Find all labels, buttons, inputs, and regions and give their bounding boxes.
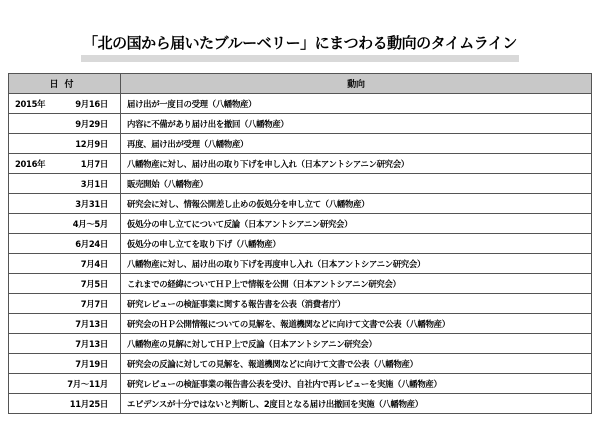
table-row [9, 394, 592, 414]
table-row [9, 354, 592, 374]
table-row [9, 154, 592, 174]
date-label: 3月31日 [75, 199, 108, 209]
date-label: 3月1日 [80, 179, 108, 189]
date-cell [9, 234, 121, 254]
table-row [9, 194, 592, 214]
date-cell [9, 254, 121, 274]
date-label: 7月〜11月 [67, 379, 108, 389]
table-row [9, 254, 592, 274]
date-cell [9, 174, 121, 194]
table-row [9, 114, 592, 134]
table-row [9, 234, 592, 254]
date-cell [9, 134, 121, 154]
date-cell [9, 194, 121, 214]
date-label: 4月〜5月 [72, 219, 108, 229]
event-cell: 研究レビューの検証事業の報告書公表を受け、自社内で再レビューを実施（八幡物産） [121, 374, 592, 394]
date-cell [9, 154, 121, 174]
date-label: 7月4日 [80, 259, 108, 269]
event-cell: 内容に不備があり届け出を撤回（八幡物産） [121, 114, 592, 134]
date-cell [9, 94, 121, 114]
timeline-table [8, 73, 592, 414]
date-cell [9, 394, 121, 414]
header-event: 動向 [121, 74, 592, 94]
event-cell: 研究会のＨＰ公開情報についての見解を、報道機関などに向けて文書で公表（八幡物産） [121, 314, 592, 334]
event-cell: 研究会の反論に対しての見解を、報道機関などに向けて文書で公表（八幡物産） [121, 354, 592, 374]
table-row [9, 214, 592, 234]
date-label: 7月19日 [75, 359, 108, 369]
event-cell: 仮処分の申し立てを取り下げ（八幡物産） [121, 234, 592, 254]
table-row [9, 314, 592, 334]
date-label: 7月5日 [80, 279, 108, 289]
event-cell: 販売開始（八幡物産） [121, 174, 592, 194]
date-label: 12月9日 [75, 139, 108, 149]
date-cell [9, 334, 121, 354]
event-cell: エビデンスが十分ではないと判断し、2度目となる届け出撤回を実施（八幡物産） [121, 394, 592, 414]
date-cell [9, 274, 121, 294]
table-row [9, 134, 592, 154]
date-label: 7月13日 [75, 319, 108, 329]
date-label: 7月13日 [75, 339, 108, 349]
date-label: 7月7日 [80, 299, 108, 309]
table-row [9, 94, 592, 114]
header-row [9, 74, 592, 94]
page-title [0, 34, 600, 62]
event-cell: これまでの経緯についてＨＰ上で情報を公開（日本アントシアニン研究会） [121, 274, 592, 294]
event-cell: 届け出が一度目の受理（八幡物産） [121, 94, 592, 114]
table-row [9, 294, 592, 314]
date-label: 6月24日 [75, 239, 108, 249]
year-label: 2016年 [15, 159, 46, 169]
event-cell: 研究会に対し、情報公開差し止めの仮処分を申し立て（八幡物産） [121, 194, 592, 214]
year-label: 2015年 [15, 99, 46, 109]
title-text: 「北の国から届いたブルーベリー」にまつわる動向のタイムライン [83, 34, 517, 52]
table-row [9, 274, 592, 294]
date-cell [9, 354, 121, 374]
event-cell: 研究レビューの検証事業に関する報告書を公表（消費者庁） [121, 294, 592, 314]
header-date: 日付 [9, 74, 121, 94]
table-row [9, 374, 592, 394]
date-cell [9, 214, 121, 234]
date-label: 1月7日 [80, 159, 108, 169]
table-row [9, 174, 592, 194]
date-cell [9, 294, 121, 314]
date-cell [9, 314, 121, 334]
table-row [9, 334, 592, 354]
date-label: 11月25日 [69, 399, 108, 409]
event-cell: 八幡物産に対し、届け出の取り下げを申し入れ（日本アントシアニン研究会） [121, 154, 592, 174]
date-cell [9, 114, 121, 134]
event-cell: 八幡物産の見解に対してＨＰ上で反論（日本アントシアニン研究会） [121, 334, 592, 354]
date-label: 9月29日 [75, 119, 108, 129]
date-label: 9月16日 [75, 99, 108, 109]
timeline-body [9, 94, 592, 414]
event-cell: 八幡物産に対し、届け出の取り下げを再度申し入れ（日本アントシアニン研究会） [121, 254, 592, 274]
event-cell: 再度、届け出が受理（八幡物産） [121, 134, 592, 154]
date-cell [9, 374, 121, 394]
event-cell: 仮処分の申し立てについて反論（日本アントシアニン研究会） [121, 214, 592, 234]
